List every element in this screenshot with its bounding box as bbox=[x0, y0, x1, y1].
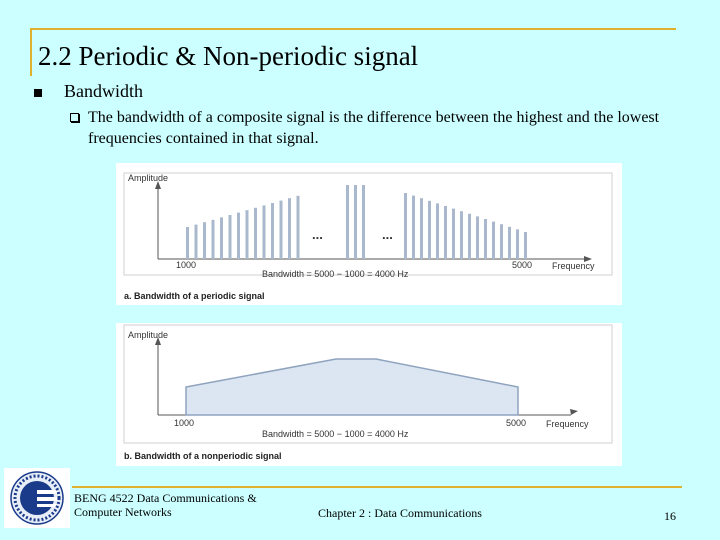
spectral-line bbox=[354, 185, 357, 259]
footer-rule bbox=[72, 486, 682, 488]
spectrum-lines bbox=[186, 185, 527, 259]
spectral-line bbox=[229, 215, 232, 259]
spectral-line bbox=[246, 210, 249, 259]
figure-periodic-bandwidth bbox=[116, 163, 622, 305]
spectral-line bbox=[468, 214, 471, 259]
spectral-line bbox=[492, 222, 495, 259]
amplitude-label: Amplitude bbox=[128, 173, 169, 183]
university-logo-icon bbox=[4, 468, 70, 528]
spectral-line bbox=[420, 198, 423, 259]
spectral-line bbox=[460, 211, 463, 259]
spectral-line bbox=[346, 185, 349, 259]
spectral-line bbox=[484, 219, 487, 259]
slide-title: 2.2 Periodic & Non-periodic signal bbox=[38, 41, 419, 71]
spectral-line bbox=[186, 227, 189, 259]
spectral-line bbox=[220, 217, 223, 259]
title-frame-top bbox=[30, 28, 676, 30]
tick-5000: 5000 bbox=[512, 260, 533, 270]
spectral-line bbox=[412, 196, 415, 259]
spectral-line bbox=[203, 222, 206, 259]
spectrum-area bbox=[186, 359, 518, 415]
spectral-line bbox=[271, 203, 274, 259]
tick-1000: 1000 bbox=[174, 418, 195, 428]
ellipsis-left: ... bbox=[312, 227, 323, 242]
spectral-line bbox=[516, 229, 519, 259]
spectral-line bbox=[436, 203, 439, 259]
spectral-line bbox=[362, 185, 365, 259]
spectral-line bbox=[500, 224, 503, 259]
spectral-line bbox=[428, 201, 431, 259]
spectral-line bbox=[237, 213, 240, 259]
bullet-level1-text: Bandwidth bbox=[64, 81, 143, 101]
spectral-line bbox=[508, 227, 511, 259]
bullet-square-icon bbox=[34, 89, 42, 97]
spectral-line bbox=[297, 196, 300, 259]
spectral-line bbox=[444, 206, 447, 259]
bullet-level2-text: The bandwidth of a composite signal is the difference between the highest and the lowest frequencies contained in that signal. bbox=[88, 109, 660, 147]
spectral-line bbox=[288, 198, 291, 259]
bullet-hollow-square-icon bbox=[70, 113, 79, 122]
spectral-line bbox=[254, 208, 257, 259]
spectral-line bbox=[404, 193, 407, 259]
page-number: 16 bbox=[664, 509, 676, 523]
title-frame-left bbox=[30, 28, 32, 76]
tick-5000: 5000 bbox=[506, 418, 527, 428]
frequency-label: Frequency bbox=[546, 419, 589, 429]
tick-1000: 1000 bbox=[176, 260, 197, 270]
bandwidth-equation: Bandwidth = 5000 − 1000 = 4000 Hz bbox=[262, 429, 409, 439]
ellipsis-right: ... bbox=[382, 227, 393, 242]
footer-chapter: Chapter 2 : Data Communications bbox=[318, 506, 482, 520]
footer-course: BENG 4522 Data Communications & Computer Networks bbox=[74, 491, 257, 519]
spectral-line bbox=[280, 201, 283, 259]
spectral-line bbox=[452, 209, 455, 259]
figure-nonperiodic-bandwidth bbox=[116, 323, 622, 466]
frequency-label: Frequency bbox=[552, 261, 595, 271]
figure-caption: b. Bandwidth of a nonperiodic signal bbox=[124, 451, 282, 461]
amplitude-label: Amplitude bbox=[128, 330, 169, 340]
spectral-line bbox=[476, 216, 479, 259]
spectral-line bbox=[263, 205, 266, 259]
spectral-line bbox=[524, 232, 527, 259]
spectral-line bbox=[195, 225, 198, 259]
spectral-line bbox=[212, 220, 215, 259]
figure-caption: a. Bandwidth of a periodic signal bbox=[124, 291, 265, 301]
bandwidth-equation: Bandwidth = 5000 − 1000 = 4000 Hz bbox=[262, 269, 409, 279]
